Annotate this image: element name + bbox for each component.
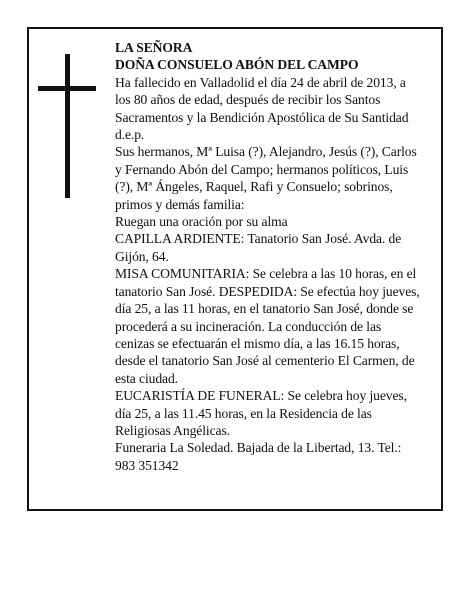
funeral-home-contact: Funeraria La Soledad. Bajada de la Libertad, 13. Tel.: 983 351342	[115, 440, 402, 473]
cross-horizontal-bar	[38, 86, 96, 91]
notice-title-line-2: DOÑA CONSUELO ABÓN DEL CAMPO	[115, 57, 359, 73]
notice-title-line-1: LA SEÑORA	[115, 40, 193, 55]
notice-text-block	[115, 39, 421, 474]
funeral-eucharist-info: EUCARISTÍA DE FUNERAL: Se celebra hoy jueves, día 25, a las 11.45 horas, en la Residencia de las Religiosas Angélicas.	[115, 388, 407, 438]
cross-vertical-bar	[65, 54, 70, 198]
mass-and-farewell-info: MISA COMUNITARIA: Se celebra a las 10 horas, en el tanatorio San José. DESPEDIDA: Se efectúa hoy jueves, día 25, a las 11 horas, en el tanatorio San José, donde se procederá a su incineración. La conducción de las cenizas se efectuarán el mismo día, a las 16.15 horas, desde el tanatorio San José al cementerio El Carmen, de esta ciudad.	[115, 266, 420, 386]
prayer-request: Ruegan una oración por su alma	[115, 214, 288, 230]
funeral-chapel-info: CAPILLA ARDIENTE: Tanatorio San José. Avda. de Gijón, 64.	[115, 231, 402, 264]
cross-icon	[38, 54, 96, 198]
death-announcement: Ha fallecido en Valladolid el día 24 de abril de 2013, a los 80 años de edad, después de recibir los Santos Sacramentos y la Bendición Apostólica de Su Santidad d.e.p.	[115, 74, 409, 143]
family-list: Sus hermanos, Mª Luisa (?), Alejandro, Jesús (?), Carlos y Fernando Abón del Campo; hermanos políticos, Luis (?), Mª Ángeles, Raquel, Rafi y Consuelo; sobrinos, primos y demás familia:	[115, 144, 417, 212]
